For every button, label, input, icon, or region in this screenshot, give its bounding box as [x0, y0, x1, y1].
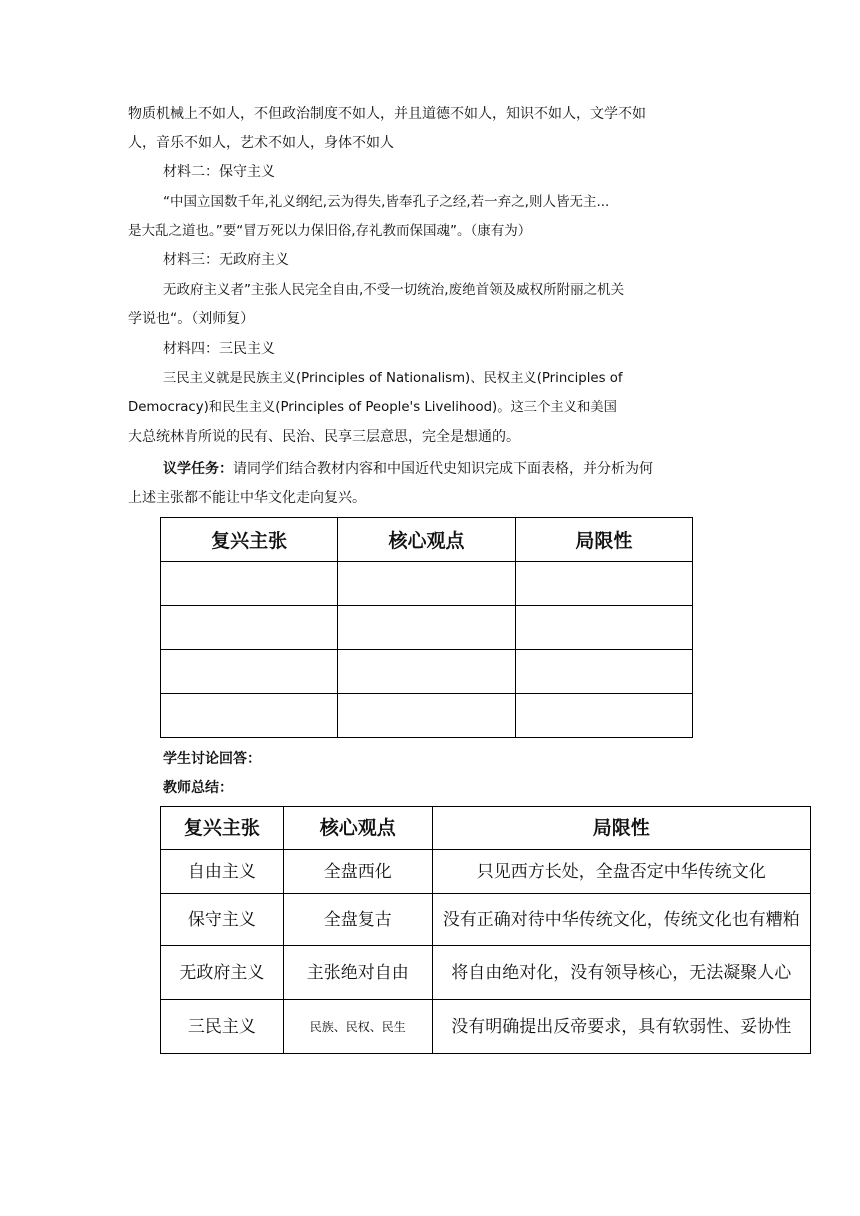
table-cell: 自由主义: [161, 850, 284, 894]
table-header-row: [161, 807, 811, 850]
blank-worksheet-table: [160, 517, 693, 738]
table-header-cell: 核心观点: [338, 518, 515, 562]
blank-cell[interactable]: [515, 562, 692, 606]
blank-cell[interactable]: [161, 606, 338, 650]
blank-cell[interactable]: [338, 650, 515, 694]
table-header-cell: 复兴主张: [161, 518, 338, 562]
blank-cell[interactable]: [515, 650, 692, 694]
table-cell: 没有正确对待中华传统文化，传统文化也有糟粕: [432, 894, 810, 946]
paragraph-line: 物质机械上不如人，不但政治制度不如人，并且道德不如人，知识不如人，文学不如: [128, 106, 646, 122]
table-cell: 主张绝对自由: [283, 946, 432, 1000]
material-three-quote: 无政府主义者”主张人民完全自由,不受一切统治,废绝首领及威权所附丽之机关: [163, 282, 625, 298]
material-three-quote: 学说也“。（刘师复）: [128, 311, 255, 327]
task-label: 议学任务：: [163, 461, 233, 477]
blank-cell[interactable]: [515, 606, 692, 650]
teacher-summary-label: 教师总结：: [163, 780, 233, 796]
table-row: [161, 606, 693, 650]
table-cell: 没有明确提出反帝要求，具有软弱性、妥协性: [432, 1000, 810, 1054]
blank-cell[interactable]: [338, 694, 515, 738]
material-two-quote: “中国立国数千年,礼义纲纪,云为得失,皆奉孔子之经,若一弃之,则人皆无主...: [163, 194, 610, 210]
blank-cell[interactable]: [338, 606, 515, 650]
table-cell: 保守主义: [161, 894, 284, 946]
table-row: [161, 1000, 811, 1054]
table-header-cell: 局限性: [432, 807, 810, 850]
table-row: [161, 894, 811, 946]
material-four-text: Democracy)和民生主义(Principles of People's Livelihood)。这三个主义和美国: [128, 400, 617, 415]
table-cell: 只见西方长处，全盘否定中华传统文化: [432, 850, 810, 894]
table-row: [161, 650, 693, 694]
material-four-text: 大总统林肯所说的民有、民治、民享三层意思，完全是想通的。: [128, 429, 520, 445]
paragraph-line: 人，音乐不如人，艺术不如人，身体不如人: [128, 135, 394, 151]
summary-table: [160, 806, 811, 1054]
material-four-text: 三民主义就是民族主义(Principles of Nationalism)、民权主义(Principles of: [163, 371, 623, 386]
table-cell: 无政府主义: [161, 946, 284, 1000]
table-cell: 将自由绝对化，没有领导核心，无法凝聚人心: [432, 946, 810, 1000]
table-cell: 全盘西化: [283, 850, 432, 894]
table-header-cell: 局限性: [515, 518, 692, 562]
table-cell: 全盘复古: [283, 894, 432, 946]
table-header-cell: 核心观点: [283, 807, 432, 850]
task-text: 请同学们结合教材内容和中国近代史知识完成下面表格，并分析为何: [233, 461, 653, 477]
blank-cell[interactable]: [161, 694, 338, 738]
blank-cell[interactable]: [161, 650, 338, 694]
material-two-quote: 是大乱之道也。”要“冒万死以力保旧俗,存礼教而保国魂”。（康有为）: [128, 223, 532, 239]
blank-cell[interactable]: [515, 694, 692, 738]
table-row: [161, 946, 811, 1000]
task-text-continued: 上述主张都不能让中华文化走向复兴。: [128, 490, 366, 506]
blank-cell[interactable]: [161, 562, 338, 606]
table-cell: 民族、民权、民生: [283, 1000, 432, 1054]
blank-cell[interactable]: [338, 562, 515, 606]
table-header-cell: 复兴主张: [161, 807, 284, 850]
table-row: [161, 694, 693, 738]
table-row: [161, 562, 693, 606]
material-two-title: 材料二：保守主义: [163, 164, 275, 180]
table-header-row: [161, 518, 693, 562]
task-line: [163, 459, 653, 479]
table-cell: 三民主义: [161, 1000, 284, 1054]
material-four-title: 材料四：三民主义: [163, 341, 275, 357]
material-three-title: 材料三：无政府主义: [163, 252, 289, 268]
student-answer-label: 学生讨论回答：: [163, 751, 261, 767]
table-row: [161, 850, 811, 894]
